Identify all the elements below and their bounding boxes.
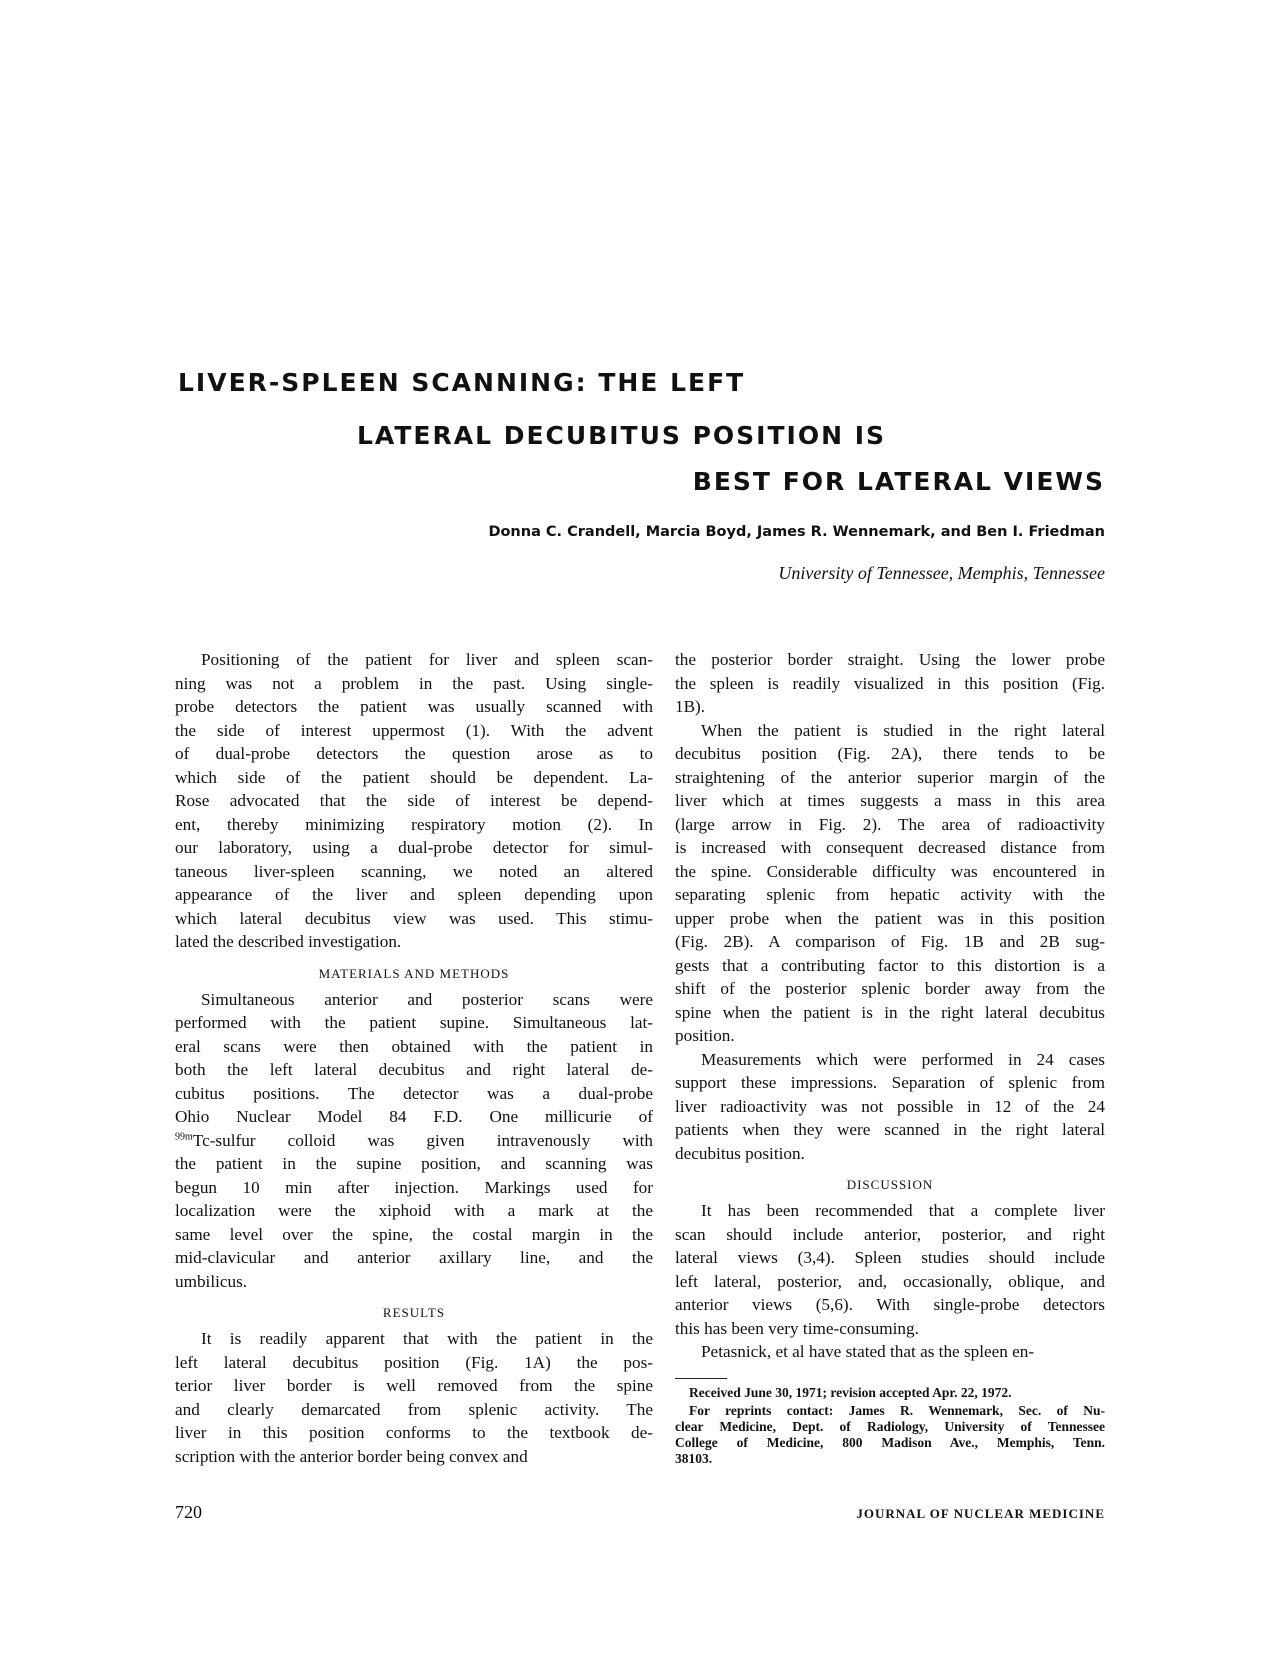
footnote-line: For reprints contact: James R. Wennemark, Sec. of Nu- <box>689 1402 1105 1418</box>
text-line: lateral views (3,4). Spleen studies should include <box>675 1248 1105 1267</box>
text-line: gests that a contributing factor to this distortion is a <box>675 955 1105 975</box>
text-line: straightening of the anterior superior margin of the <box>675 767 1105 787</box>
text-line: this has been very time-consuming. <box>675 1318 919 1338</box>
footnotes <box>675 1385 1105 1467</box>
footnote-rule <box>675 1378 727 1379</box>
methods-heading: MATERIALS AND METHODS <box>318 965 510 981</box>
text-line: 1B). <box>675 697 706 716</box>
text-line: Simultaneous anterior and posterior scans were <box>201 989 653 1009</box>
footnote-line: College of Medicine, 800 Madison Ave., Memphis, Tenn. <box>675 1434 1105 1450</box>
affiliation: University of Tennessee, Memphis, Tennessee <box>778 563 1105 583</box>
title-line-2: LATERAL DECUBITUS POSITION IS <box>357 421 887 450</box>
text-line: which lateral decubitus view was used. This stimu- <box>175 908 653 928</box>
text-line: It is readily apparent that with the patient in the <box>201 1329 653 1348</box>
footnote <box>675 1385 1105 1401</box>
results-paragraph-2 <box>675 719 1105 1048</box>
text-line: localization were the xiphoid with a mark at the <box>175 1201 653 1220</box>
text-line: the spleen is readily visualized in this position (Fig. <box>675 673 1105 693</box>
text-line: decubitus position. <box>675 1143 805 1163</box>
text-line: performed with the patient supine. Simultaneous lat- <box>175 1013 653 1032</box>
right-column <box>675 648 1105 1469</box>
text-line: support these impressions. Separation of splenic from <box>675 1073 1105 1092</box>
text-line: lated the described investigation. <box>175 932 402 951</box>
text-line: Ohio Nuclear Model 84 F.D. One millicurie of <box>175 1107 653 1126</box>
text-line: terior liver border is well removed from the spine <box>175 1376 653 1395</box>
text-line: patients when they were scanned in the right lateral <box>675 1120 1105 1139</box>
results-paragraph <box>175 1327 653 1468</box>
text-line: (large arrow in Fig. 2). The area of radioactivity <box>675 814 1105 834</box>
text-line: upper probe when the patient was in this position <box>675 908 1105 928</box>
text-line: cubitus positions. The detector was a dual-probe <box>175 1083 653 1103</box>
text-line: umbilicus. <box>175 1271 248 1291</box>
text-line: anterior views (5,6). With single-probe detectors <box>675 1295 1105 1314</box>
text-line: ning was not a problem in the past. Using single- <box>175 673 653 693</box>
text-line: the posterior border straight. Using the lower probe <box>675 650 1105 669</box>
page-number: 720 <box>175 1502 202 1522</box>
text-line: mid-clavicular and anterior axillary line, and the <box>175 1248 653 1267</box>
text-line: ent, thereby minimizing respiratory motion (2). In <box>175 814 653 834</box>
discussion-paragraph <box>675 1199 1105 1340</box>
text-line: left lateral, posterior, and, occasionally, oblique, and <box>675 1271 1105 1291</box>
text-line: spine when the patient is in the right lateral decubitus <box>675 1002 1105 1022</box>
title-line-1: LIVER-SPLEEN SCANNING: THE LEFT <box>178 368 746 397</box>
footnote-line: Received June 30, 1971; revision accepted Apr. 22, 1972. <box>689 1384 1012 1400</box>
text-line: appearance of the liver and spleen depending upon <box>175 885 653 904</box>
text-line: scan should include anterior, posterior, and right <box>675 1224 1105 1244</box>
methods-line-text: Tc-sulfur colloid was given intravenously with <box>192 1130 653 1150</box>
text-line: Measurements which were performed in 24 cases <box>701 1049 1105 1069</box>
text-line: liver in this position conforms to the textbook de- <box>175 1423 653 1442</box>
text-line: separating splenic from hepatic activity with the <box>675 885 1105 904</box>
text-line: Positioning of the patient for liver and spleen scan- <box>201 650 653 669</box>
text-line: It has been recommended that a complete liver <box>701 1201 1105 1220</box>
discussion-heading: DISCUSSION <box>846 1177 934 1192</box>
text-line: both the left lateral decubitus and right lateral de- <box>175 1060 653 1079</box>
intro-paragraph <box>175 648 653 954</box>
text-line: liver which at times suggests a mass in this area <box>675 791 1105 810</box>
text-line: When the patient is studied in the right lateral <box>701 720 1105 740</box>
title-line-3: BEST FOR LATERAL VIEWS <box>692 467 1105 496</box>
results-heading: RESULTS <box>382 1305 446 1320</box>
text-line: eral scans were then obtained with the patient in <box>175 1036 653 1056</box>
methods-line <box>175 1129 653 1153</box>
footnote <box>675 1403 1105 1467</box>
text-line: and clearly demarcated from splenic activity. The <box>175 1399 653 1419</box>
results-paragraph-3 <box>675 1048 1105 1166</box>
left-column <box>175 648 653 1468</box>
text-line: begun 10 min after injection. Markings used for <box>175 1177 653 1197</box>
text-line: shift of the posterior splenic border away from the <box>675 979 1105 998</box>
text-line: our laboratory, using a dual-probe detector for simul- <box>175 838 653 857</box>
text-line: probe detectors the patient was usually scanned with <box>175 697 653 716</box>
text-line: decubitus position (Fig. 2A), there tends to be <box>675 744 1105 763</box>
text-line: Petasnick, et al have stated that as the spleen en- <box>701 1342 1035 1361</box>
text-line: (Fig. 2B). A comparison of Fig. 1B and 2B sug- <box>675 932 1105 951</box>
text-line: the patient in the supine position, and scanning was <box>175 1154 653 1173</box>
journal-name: JOURNAL OF NUCLEAR MEDICINE <box>856 1506 1105 1521</box>
text-line: scription with the anterior border being convex and <box>175 1446 528 1466</box>
methods-paragraph <box>175 988 653 1294</box>
footnote-line: 38103. <box>675 1450 713 1466</box>
text-line: the spine. Considerable difficulty was encountered in <box>675 861 1105 881</box>
text-line: same level over the spine, the costal margin in the <box>175 1224 653 1244</box>
text-line: left lateral decubitus position (Fig. 1A) the pos- <box>175 1352 653 1372</box>
text-line: position. <box>675 1026 735 1045</box>
text-line: the side of interest uppermost (1). With the advent <box>175 720 653 740</box>
authors: Donna C. Crandell, Marcia Boyd, James R. Wennemark, and Ben I. Friedman <box>488 524 1105 540</box>
results-continued-paragraph <box>675 648 1105 719</box>
discussion-paragraph-2 <box>675 1340 1105 1364</box>
text-line: taneous liver-spleen scanning, we noted an altered <box>175 861 653 881</box>
text-line: liver radioactivity was not possible in 12 of the 24 <box>675 1096 1105 1116</box>
text-line: of dual-probe detectors the question arose as to <box>175 744 653 763</box>
text-line: Rose advocated that the side of interest be depend- <box>175 791 653 810</box>
footnote-line: clear Medicine, Dept. of Radiology, University of Tennessee <box>675 1418 1105 1434</box>
text-line: which side of the patient should be dependent. La- <box>175 767 653 787</box>
text-line: is increased with consequent decreased distance from <box>675 838 1105 857</box>
isotope-superscript: 99m <box>175 1130 193 1142</box>
